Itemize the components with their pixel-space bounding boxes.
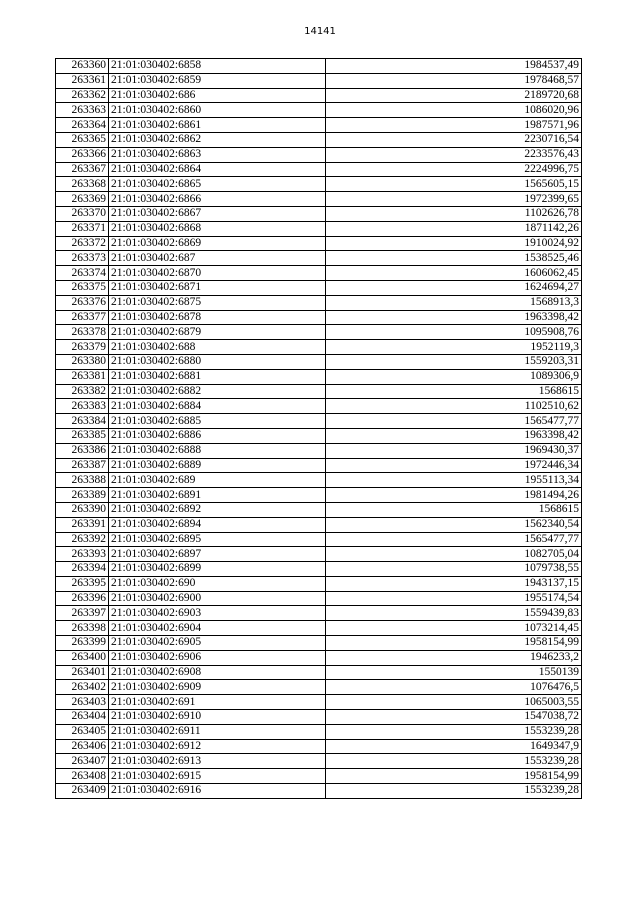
cadastral-value: 1559439,83 bbox=[326, 606, 582, 621]
cadastral-value: 1089306,9 bbox=[326, 369, 582, 384]
cadastral-value: 1958154,99 bbox=[326, 769, 582, 784]
table-row bbox=[56, 636, 582, 651]
cadastral-number: 21:01:030402:6908 bbox=[109, 665, 326, 680]
cadastral-number: 21:01:030402:6897 bbox=[109, 547, 326, 562]
cadastral-value: 1981494,26 bbox=[326, 488, 582, 503]
cadastral-number: 21:01:030402:6865 bbox=[109, 177, 326, 192]
table-row bbox=[56, 650, 582, 665]
row-number: 263394 bbox=[56, 562, 109, 577]
table-row bbox=[56, 310, 582, 325]
table-row bbox=[56, 724, 582, 739]
table-row bbox=[56, 236, 582, 251]
table-row bbox=[56, 547, 582, 562]
cadastral-number: 21:01:030402:6867 bbox=[109, 206, 326, 221]
cadastral-number: 21:01:030402:6882 bbox=[109, 384, 326, 399]
table-row bbox=[56, 295, 582, 310]
row-number: 263399 bbox=[56, 636, 109, 651]
table-row bbox=[56, 784, 582, 799]
table-row bbox=[56, 162, 582, 177]
cadastral-value: 1102626,78 bbox=[326, 206, 582, 221]
cadastral-value: 1871142,26 bbox=[326, 221, 582, 236]
cadastral-value: 1955113,34 bbox=[326, 473, 582, 488]
cadastral-number: 21:01:030402:6875 bbox=[109, 295, 326, 310]
table-row bbox=[56, 192, 582, 207]
row-number: 263369 bbox=[56, 192, 109, 207]
row-number: 263360 bbox=[56, 59, 109, 74]
table-row bbox=[56, 280, 582, 295]
cadastral-value: 2189720,68 bbox=[326, 88, 582, 103]
row-number: 263409 bbox=[56, 784, 109, 799]
cadastral-value: 1568615 bbox=[326, 502, 582, 517]
cadastral-value: 1538525,46 bbox=[326, 251, 582, 266]
row-number: 263402 bbox=[56, 680, 109, 695]
cadastral-number: 21:01:030402:6894 bbox=[109, 517, 326, 532]
row-number: 263396 bbox=[56, 591, 109, 606]
cadastral-value: 1568615 bbox=[326, 384, 582, 399]
table-row bbox=[56, 414, 582, 429]
cadastral-number: 21:01:030402:6903 bbox=[109, 606, 326, 621]
cadastral-number: 21:01:030402:6879 bbox=[109, 325, 326, 340]
cadastral-value: 1562340,54 bbox=[326, 517, 582, 532]
cadastral-number: 21:01:030402:689 bbox=[109, 473, 326, 488]
table-body bbox=[56, 59, 582, 799]
row-number: 263391 bbox=[56, 517, 109, 532]
row-number: 263403 bbox=[56, 695, 109, 710]
cadastral-number: 21:01:030402:6862 bbox=[109, 132, 326, 147]
row-number: 263363 bbox=[56, 103, 109, 118]
cadastral-value: 1624694,27 bbox=[326, 280, 582, 295]
table-row bbox=[56, 576, 582, 591]
row-number: 263405 bbox=[56, 724, 109, 739]
row-number: 263400 bbox=[56, 650, 109, 665]
table-row bbox=[56, 354, 582, 369]
table-row bbox=[56, 739, 582, 754]
row-number: 263404 bbox=[56, 710, 109, 725]
row-number: 263385 bbox=[56, 428, 109, 443]
cadastral-number: 21:01:030402:6878 bbox=[109, 310, 326, 325]
cadastral-number: 21:01:030402:688 bbox=[109, 340, 326, 355]
row-number: 263375 bbox=[56, 280, 109, 295]
cadastral-number: 21:01:030402:6866 bbox=[109, 192, 326, 207]
row-number: 263392 bbox=[56, 532, 109, 547]
cadastral-number: 21:01:030402:6880 bbox=[109, 354, 326, 369]
row-number: 263387 bbox=[56, 458, 109, 473]
table-row bbox=[56, 428, 582, 443]
cadastral-number: 21:01:030402:6860 bbox=[109, 103, 326, 118]
cadastral-value: 2233576,43 bbox=[326, 147, 582, 162]
table-row bbox=[56, 710, 582, 725]
table-row bbox=[56, 73, 582, 88]
cadastral-value: 1943137,15 bbox=[326, 576, 582, 591]
table-row bbox=[56, 59, 582, 74]
row-number: 263368 bbox=[56, 177, 109, 192]
table-row bbox=[56, 532, 582, 547]
cadastral-number: 21:01:030402:6895 bbox=[109, 532, 326, 547]
cadastral-number: 21:01:030402:6886 bbox=[109, 428, 326, 443]
cadastral-number: 21:01:030402:6916 bbox=[109, 784, 326, 799]
row-number: 263366 bbox=[56, 147, 109, 162]
cadastral-number: 21:01:030402:687 bbox=[109, 251, 326, 266]
cadastral-value: 1553239,28 bbox=[326, 784, 582, 799]
table-row bbox=[56, 340, 582, 355]
cadastral-number: 21:01:030402:6899 bbox=[109, 562, 326, 577]
cadastral-value: 1649347,9 bbox=[326, 739, 582, 754]
cadastral-number: 21:01:030402:6910 bbox=[109, 710, 326, 725]
cadastral-value: 1079738,55 bbox=[326, 562, 582, 577]
row-number: 263407 bbox=[56, 754, 109, 769]
cadastral-value: 1958154,99 bbox=[326, 636, 582, 651]
cadastral-value: 1565477,77 bbox=[326, 532, 582, 547]
table-row bbox=[56, 754, 582, 769]
table-row bbox=[56, 591, 582, 606]
cadastral-value: 1969430,37 bbox=[326, 443, 582, 458]
table-row bbox=[56, 325, 582, 340]
table-row bbox=[56, 517, 582, 532]
cadastral-value: 1553239,28 bbox=[326, 724, 582, 739]
cadastral-value: 1082705,04 bbox=[326, 547, 582, 562]
table-row bbox=[56, 473, 582, 488]
cadastral-value: 1565605,15 bbox=[326, 177, 582, 192]
cadastral-number: 21:01:030402:6904 bbox=[109, 621, 326, 636]
row-number: 263364 bbox=[56, 118, 109, 133]
cadastral-number: 21:01:030402:6858 bbox=[109, 59, 326, 74]
row-number: 263367 bbox=[56, 162, 109, 177]
row-number: 263381 bbox=[56, 369, 109, 384]
table-row bbox=[56, 695, 582, 710]
page-number: 14141 bbox=[304, 26, 336, 37]
cadastral-number: 21:01:030402:6869 bbox=[109, 236, 326, 251]
table-row bbox=[56, 488, 582, 503]
row-number: 263397 bbox=[56, 606, 109, 621]
cadastral-value: 1606062,45 bbox=[326, 266, 582, 281]
row-number: 263378 bbox=[56, 325, 109, 340]
table-row bbox=[56, 443, 582, 458]
table-row bbox=[56, 103, 582, 118]
table-row bbox=[56, 621, 582, 636]
cadastral-value: 1565477,77 bbox=[326, 414, 582, 429]
cadastral-value: 2230716,54 bbox=[326, 132, 582, 147]
cadastral-number: 21:01:030402:6868 bbox=[109, 221, 326, 236]
row-number: 263380 bbox=[56, 354, 109, 369]
cadastral-value: 1065003,55 bbox=[326, 695, 582, 710]
cadastral-value: 1978468,57 bbox=[326, 73, 582, 88]
cadastral-value: 1910024,92 bbox=[326, 236, 582, 251]
table-row bbox=[56, 369, 582, 384]
row-number: 263365 bbox=[56, 132, 109, 147]
table-row bbox=[56, 132, 582, 147]
cadastral-number: 21:01:030402:6881 bbox=[109, 369, 326, 384]
cadastral-number: 21:01:030402:6863 bbox=[109, 147, 326, 162]
row-number: 263361 bbox=[56, 73, 109, 88]
cadastral-number: 21:01:030402:6889 bbox=[109, 458, 326, 473]
cadastral-value-table bbox=[55, 58, 582, 799]
cadastral-number: 21:01:030402:6892 bbox=[109, 502, 326, 517]
cadastral-number: 21:01:030402:6912 bbox=[109, 739, 326, 754]
cadastral-value: 1955174,54 bbox=[326, 591, 582, 606]
cadastral-value: 1963398,42 bbox=[326, 310, 582, 325]
cadastral-value: 1550139 bbox=[326, 665, 582, 680]
cadastral-value: 1547038,72 bbox=[326, 710, 582, 725]
row-number: 263395 bbox=[56, 576, 109, 591]
cadastral-number: 21:01:030402:6871 bbox=[109, 280, 326, 295]
table-row bbox=[56, 118, 582, 133]
cadastral-number: 21:01:030402:6906 bbox=[109, 650, 326, 665]
row-number: 263401 bbox=[56, 665, 109, 680]
table-row bbox=[56, 221, 582, 236]
row-number: 263383 bbox=[56, 399, 109, 414]
cadastral-value: 1568913,3 bbox=[326, 295, 582, 310]
row-number: 263379 bbox=[56, 340, 109, 355]
cadastral-value: 1553239,28 bbox=[326, 754, 582, 769]
cadastral-number: 21:01:030402:6900 bbox=[109, 591, 326, 606]
row-number: 263362 bbox=[56, 88, 109, 103]
cadastral-number: 21:01:030402:690 bbox=[109, 576, 326, 591]
table-row bbox=[56, 562, 582, 577]
row-number: 263373 bbox=[56, 251, 109, 266]
row-number: 263406 bbox=[56, 739, 109, 754]
row-number: 263382 bbox=[56, 384, 109, 399]
table-row bbox=[56, 147, 582, 162]
table-row bbox=[56, 177, 582, 192]
row-number: 263386 bbox=[56, 443, 109, 458]
cadastral-number: 21:01:030402:6909 bbox=[109, 680, 326, 695]
cadastral-value: 1102510,62 bbox=[326, 399, 582, 414]
cadastral-value: 1984537,49 bbox=[326, 59, 582, 74]
cadastral-number: 21:01:030402:6861 bbox=[109, 118, 326, 133]
cadastral-number: 21:01:030402:6864 bbox=[109, 162, 326, 177]
cadastral-number: 21:01:030402:6905 bbox=[109, 636, 326, 651]
row-number: 263384 bbox=[56, 414, 109, 429]
table-row bbox=[56, 502, 582, 517]
row-number: 263372 bbox=[56, 236, 109, 251]
row-number: 263370 bbox=[56, 206, 109, 221]
cadastral-value: 2224996,75 bbox=[326, 162, 582, 177]
table-row bbox=[56, 665, 582, 680]
cadastral-value: 1559203,31 bbox=[326, 354, 582, 369]
row-number: 263398 bbox=[56, 621, 109, 636]
cadastral-number: 21:01:030402:686 bbox=[109, 88, 326, 103]
row-number: 263388 bbox=[56, 473, 109, 488]
row-number: 263371 bbox=[56, 221, 109, 236]
cadastral-value: 1076476,5 bbox=[326, 680, 582, 695]
table-row bbox=[56, 384, 582, 399]
row-number: 263390 bbox=[56, 502, 109, 517]
cadastral-value: 1946233,2 bbox=[326, 650, 582, 665]
cadastral-number: 21:01:030402:6911 bbox=[109, 724, 326, 739]
table-row bbox=[56, 266, 582, 281]
table-row bbox=[56, 88, 582, 103]
cadastral-number: 21:01:030402:691 bbox=[109, 695, 326, 710]
cadastral-number: 21:01:030402:6913 bbox=[109, 754, 326, 769]
row-number: 263408 bbox=[56, 769, 109, 784]
table-row bbox=[56, 680, 582, 695]
cadastral-number: 21:01:030402:6891 bbox=[109, 488, 326, 503]
cadastral-value: 1972446,34 bbox=[326, 458, 582, 473]
row-number: 263377 bbox=[56, 310, 109, 325]
cadastral-value: 1952119,3 bbox=[326, 340, 582, 355]
row-number: 263389 bbox=[56, 488, 109, 503]
table-row bbox=[56, 458, 582, 473]
row-number: 263376 bbox=[56, 295, 109, 310]
table-row bbox=[56, 399, 582, 414]
cadastral-number: 21:01:030402:6870 bbox=[109, 266, 326, 281]
cadastral-number: 21:01:030402:6915 bbox=[109, 769, 326, 784]
cadastral-value: 1987571,96 bbox=[326, 118, 582, 133]
cadastral-number: 21:01:030402:6884 bbox=[109, 399, 326, 414]
cadastral-number: 21:01:030402:6888 bbox=[109, 443, 326, 458]
table-row bbox=[56, 769, 582, 784]
cadastral-value: 1073214,45 bbox=[326, 621, 582, 636]
cadastral-number: 21:01:030402:6859 bbox=[109, 73, 326, 88]
table-row bbox=[56, 251, 582, 266]
cadastral-number: 21:01:030402:6885 bbox=[109, 414, 326, 429]
row-number: 263393 bbox=[56, 547, 109, 562]
cadastral-value: 1963398,42 bbox=[326, 428, 582, 443]
cadastral-value: 1095908,76 bbox=[326, 325, 582, 340]
cadastral-value: 1086020,96 bbox=[326, 103, 582, 118]
row-number: 263374 bbox=[56, 266, 109, 281]
table-row bbox=[56, 206, 582, 221]
cadastral-value: 1972399,65 bbox=[326, 192, 582, 207]
table-row bbox=[56, 606, 582, 621]
